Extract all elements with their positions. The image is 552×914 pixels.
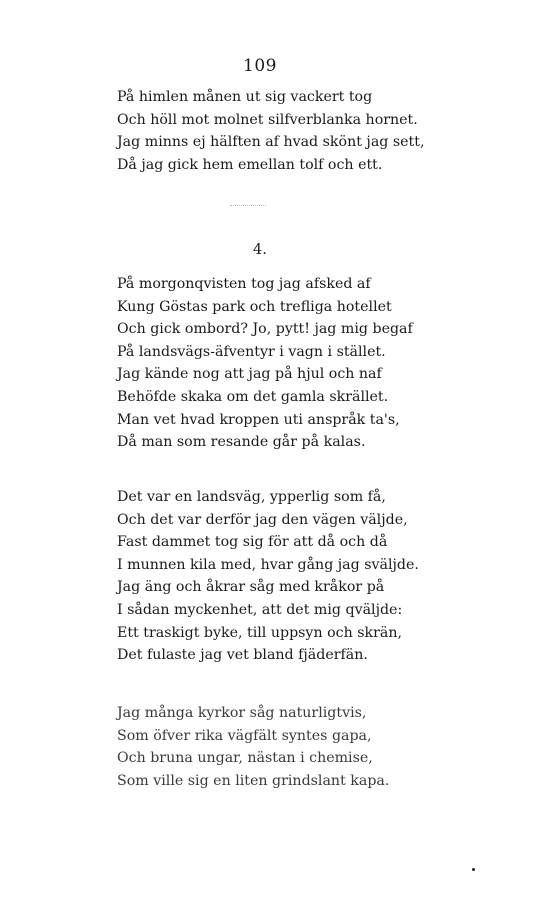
verse-line: Som öfver rika vägfält syntes gapa, (117, 727, 372, 744)
stanza (117, 486, 419, 667)
verse-line: Fast dammet tog sig för att då och då (117, 534, 388, 551)
verse-line: Och gick ombord? Jo, pytt! jag mig begaf (117, 321, 413, 338)
verse-line: Som ville sig en liten grindslant kapa. (117, 772, 390, 789)
verse-line: Då jag gick hem emellan tolf och ett. (117, 156, 383, 173)
verse-line: Jag många kyrkor såg naturligtvis, (117, 705, 367, 721)
stanza (117, 273, 413, 454)
verse-line: På himlen månen ut sig vackert tog (117, 89, 373, 105)
verse-line: Man vet hvad kroppen uti anspråk ta's, (117, 411, 400, 428)
page-number: 109 (243, 56, 277, 76)
verse-line: Behöfde skaka om det gamla skrället. (117, 388, 389, 405)
verse-line: Jag kände nog att jag på hjul och naf (117, 366, 382, 383)
verse-line: I sådan myckenhet, att det mig qväljde: (117, 601, 403, 618)
verse-line: Och det var derför jag den vägen väljde, (117, 511, 408, 528)
section-divider (230, 205, 266, 206)
verse-line: Då man som resande går på kalas. (117, 434, 366, 451)
verse-line: Jag minns ej hälften af hvad skönt jag sett, (117, 134, 425, 151)
verse-line: Det fulaste jag vet bland fjäderfän. (117, 647, 368, 664)
verse-line: I munnen kila med, hvar gång jag sväljde. (117, 556, 419, 573)
section-number: 4. (253, 242, 267, 258)
verse-line: Det var en landsväg, ypperlig som få, (117, 489, 386, 505)
verse-line: På morgonqvisten tog jag afsked af (117, 276, 371, 292)
verse-line: Kung Göstas park och trefliga hotellet (117, 298, 392, 315)
ink-speck (472, 868, 475, 871)
verse-line: Och bruna ungar, nästan i chemise, (117, 750, 373, 767)
verse-line: På landsvägs-äfventyr i vagn i stället. (117, 343, 386, 360)
stanza (117, 702, 389, 792)
verse-line: Och höll mot molnet silfverblanka hornet. (117, 111, 418, 128)
verse-line: Jag äng och åkrar såg med kråkor på (117, 579, 385, 596)
stanza (117, 86, 424, 176)
verse-line: Ett traskigt byke, till uppsyn och skrän, (117, 624, 402, 641)
